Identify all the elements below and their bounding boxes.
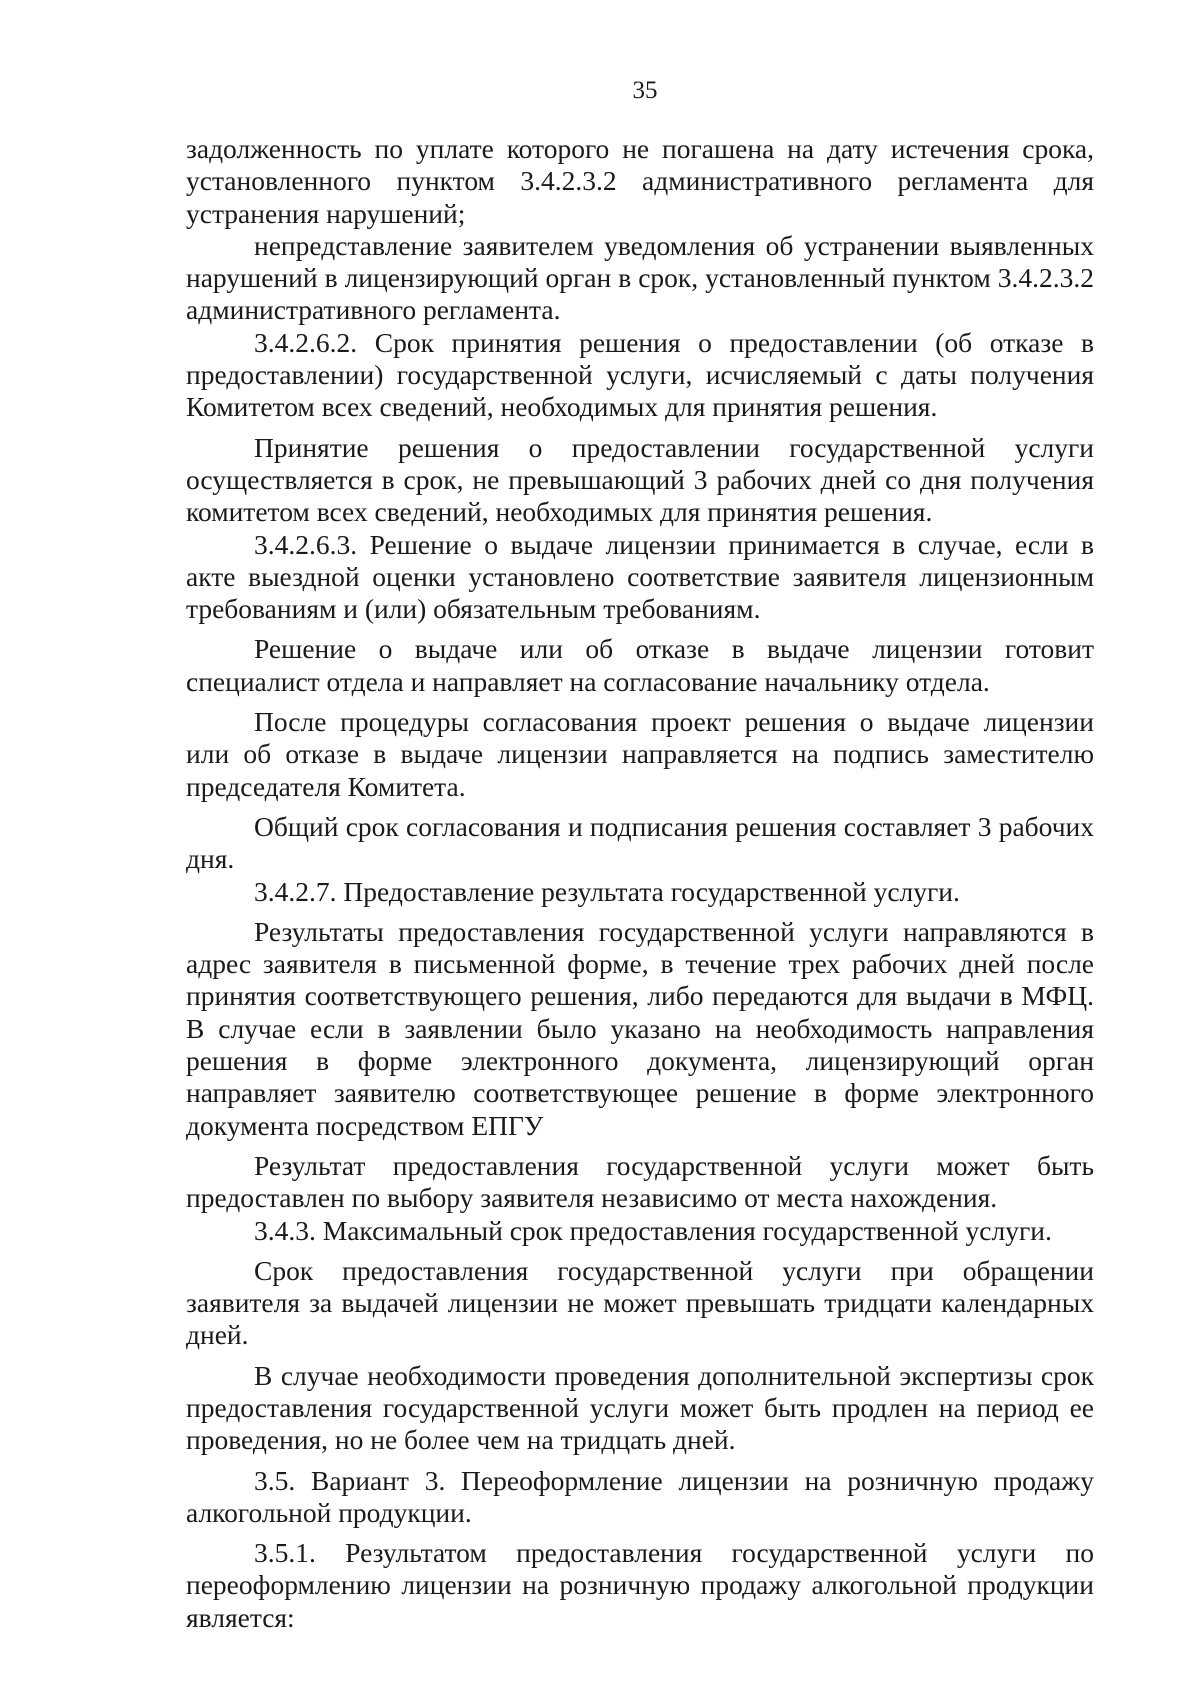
page-number: 35 <box>632 77 658 104</box>
paragraph: Решение о выдаче или об отказе в выдаче лицензии готовит специалист отдела и направляет на согласование начальнику отдела. <box>186 633 1094 697</box>
paragraph: 3.5.1. Результатом предоставления государственной услуги по переоформлению лицензии на розничную продажу алкогольной продукции является: <box>186 1537 1094 1633</box>
document-body <box>186 133 1094 1634</box>
paragraph: задолженность по уплате которого не погашена на дату истечения срока, установленного пунктом 3.4.2.3.2 административного регламента для устранения нарушений; <box>186 133 1094 229</box>
paragraph: 3.4.2.6.2. Срок принятия решения о предоставлении (об отказе в предоставлении) государственной услуги, исчисляемый с даты получения Комитетом всех сведений, необходимых для принятия решения. <box>186 326 1094 423</box>
paragraph: В случае необходимости проведения дополнительной экспертизы срок предоставления государственной услуги может быть продлен на период ее проведения, но не более чем на тридцать дней. <box>186 1359 1094 1456</box>
paragraph: Результаты предоставления государственной услуги направляются в адрес заявителя в письменной форме, в течение трех рабочих дней после принятия соответствующего решения, либо передаются для выдачи в МФЦ. В случае если в заявлении было указано на необходимость направления решения в форме электронного документа, лицензирующий орган направляет заявителю соответствующее решение в форме электронного документа посредством ЕПГУ <box>186 915 1094 1141</box>
paragraph: Результат предоставления государственной услуги может быть предоставлен по выбору заявителя независимо от места нахождения. <box>186 1149 1094 1214</box>
paragraph: 3.4.2.7. Предоставление результата государственной услуги. <box>254 875 960 907</box>
paragraph: После процедуры согласования проект решения о выдаче лицензии или об отказе в выдаче лицензии направляется на подпись заместителю председателя Комитета. <box>186 706 1094 802</box>
paragraph: 3.4.2.6.3. Решение о выдаче лицензии принимается в случае, если в акте выездной оценки установлено соответствие заявителя лицензионным требованиям и (или) обязательным требованиям. <box>186 528 1094 625</box>
paragraph: Срок предоставления государственной услуги при обращении заявителя за выдачей лицензии не может превышать тридцати календарных дней. <box>186 1254 1094 1351</box>
paragraph: 3.5. Вариант 3. Переоформление лицензии на розничную продажу алкогольной продукции. <box>186 1464 1094 1528</box>
paragraph: непредставление заявителем уведомления об устранении выявленных нарушений в лицензирующий орган в срок, установленный пунктом 3.4.2.3.2 административного регламента. <box>186 229 1094 326</box>
paragraph: Общий срок согласования и подписания решения составляет 3 рабочих дня. <box>186 810 1094 875</box>
paragraph: Принятие решения о предоставлении государственной услуги осуществляется в срок, не превышающий 3 рабочих дней со дня получения комитетом всех сведений, необходимых для принятия решения. <box>186 431 1094 528</box>
paragraph: 3.4.3. Максимальный срок предоставления государственной услуги. <box>254 1214 1052 1246</box>
